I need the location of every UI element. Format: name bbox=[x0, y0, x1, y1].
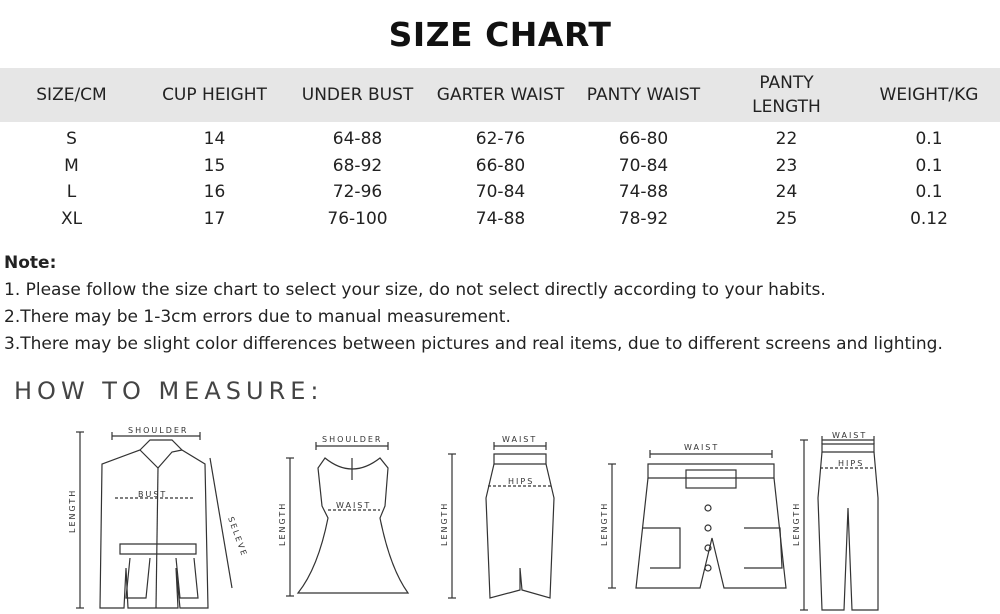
table-cell: 15 bbox=[203, 155, 226, 176]
table-cell: 24 bbox=[775, 182, 798, 203]
header-panty-waist: PANTY WAIST bbox=[572, 68, 715, 122]
notes-section bbox=[4, 250, 943, 358]
label-length: LENGTH bbox=[68, 488, 77, 533]
label-waist: WAIST bbox=[832, 431, 868, 440]
shorts-illustration bbox=[608, 450, 786, 588]
measure-diagram bbox=[0, 418, 1000, 614]
table-cell: 68-92 bbox=[332, 155, 383, 176]
header-under-bust: UNDER BUST bbox=[286, 68, 429, 122]
table-cell: 14 bbox=[203, 129, 226, 150]
notes-title: Note: bbox=[4, 253, 57, 273]
note-item: 2.There may be 1-3cm errors due to manual measurement. bbox=[4, 307, 511, 327]
header-panty-length bbox=[715, 68, 858, 122]
size-table bbox=[0, 68, 1000, 232]
table-cell: 23 bbox=[775, 155, 798, 176]
table-row bbox=[0, 179, 1000, 206]
table-row bbox=[0, 206, 1000, 233]
table-cell: 64-88 bbox=[332, 129, 383, 150]
label-waist: WAIST bbox=[684, 443, 720, 452]
label-length: LENGTH bbox=[600, 501, 609, 546]
header-cup-height: CUP HEIGHT bbox=[143, 68, 286, 122]
header-panty-length-text: PANTY LENGTH bbox=[752, 73, 821, 117]
table-cell: 0.1 bbox=[915, 155, 943, 176]
table-cell: 22 bbox=[775, 129, 798, 150]
table-cell: XL bbox=[60, 208, 83, 229]
label-shoulder: SHOULDER bbox=[128, 426, 189, 435]
table-cell: 74-88 bbox=[475, 208, 526, 229]
table-cell: 0.12 bbox=[910, 208, 948, 229]
table-cell: L bbox=[66, 182, 77, 203]
label-selve: SELEVE bbox=[226, 515, 250, 559]
table-cell: 25 bbox=[775, 208, 798, 229]
table-cell: 76-100 bbox=[327, 208, 388, 229]
label-waist: WAIST bbox=[336, 501, 372, 510]
table-row bbox=[0, 153, 1000, 180]
label-hips: HIPS bbox=[838, 459, 865, 468]
label-length: LENGTH bbox=[792, 501, 801, 546]
header-garter-waist: GARTER WAIST bbox=[429, 68, 572, 122]
title-bar bbox=[0, 0, 1000, 68]
label-length: LENGTH bbox=[278, 501, 287, 546]
table-cell: M bbox=[64, 155, 79, 176]
table-header-row bbox=[0, 68, 1000, 122]
note-item: 1. Please follow the size chart to select your size, do not select directly according to your habits. bbox=[4, 280, 826, 300]
table-cell: 17 bbox=[203, 208, 226, 229]
label-length: LENGTH bbox=[440, 501, 449, 546]
table-cell: 70-84 bbox=[618, 155, 669, 176]
table-row bbox=[0, 122, 1000, 153]
table-cell: 0.1 bbox=[915, 129, 943, 150]
table-cell: 70-84 bbox=[475, 182, 526, 203]
measure-illustrations bbox=[0, 418, 1000, 614]
table-cell: 74-88 bbox=[618, 182, 669, 203]
dress-illustration bbox=[286, 442, 408, 596]
how-to-measure-heading: HOW TO MEASURE: bbox=[14, 377, 324, 405]
table-cell: 78-92 bbox=[618, 208, 669, 229]
table-cell: 16 bbox=[203, 182, 226, 203]
page-title: SIZE CHART bbox=[388, 14, 612, 54]
jacket-illustration bbox=[76, 432, 232, 608]
label-hips: HIPS bbox=[508, 477, 535, 486]
table-cell: 0.1 bbox=[915, 182, 943, 203]
table-cell: 66-80 bbox=[475, 155, 526, 176]
skirt-illustration bbox=[448, 442, 554, 598]
note-item: 3.There may be slight color differences between pictures and real items, due to different screens and lighting. bbox=[4, 334, 943, 354]
label-bust: BUST bbox=[138, 490, 168, 499]
table-cell: S bbox=[66, 129, 77, 150]
table-cell: 66-80 bbox=[618, 129, 669, 150]
label-waist: WAIST bbox=[502, 435, 538, 444]
table-cell: 62-76 bbox=[475, 129, 526, 150]
header-weight: WEIGHT/KG bbox=[858, 68, 1000, 122]
table-cell: 72-96 bbox=[332, 182, 383, 203]
label-shoulder: SHOULDER bbox=[322, 435, 383, 444]
header-size: SIZE/CM bbox=[0, 68, 143, 122]
